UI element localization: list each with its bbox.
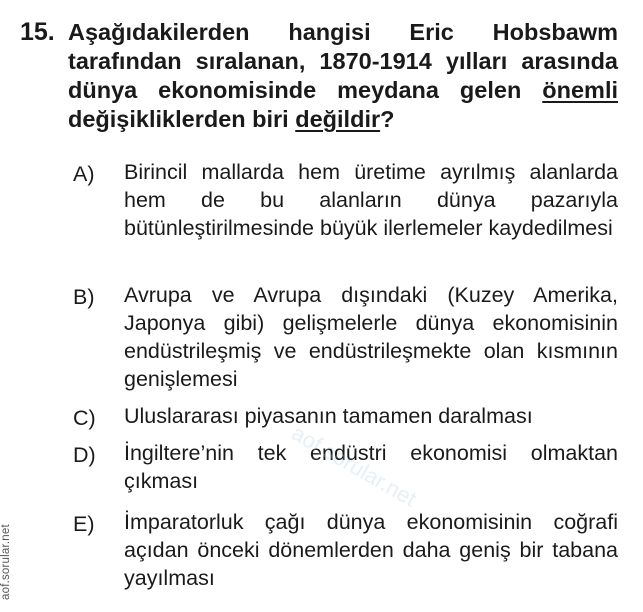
watermark-center: aof.sorular.net — [287, 420, 421, 512]
question-underline-onemli: önemli — [542, 77, 618, 103]
question-underline-degildir: değildir — [295, 106, 381, 132]
option-b-text: Avrupa ve Avrupa dışındaki (Kuzey Amerika, Japonya gibi) gelişmelerle dünya ekonomisinin endüstrileşmiş ve endüstrileşmekte olan kısmının genişlemesi — [124, 283, 618, 391]
option-e-letter: E) — [73, 512, 95, 536]
question-text-part2: değişikliklerden biri — [68, 106, 296, 132]
question-number: 15. — [20, 18, 55, 46]
question-text-part1: Aşağıdakilerden hangisi Eric Hobsbawm tarafından sıralanan, 1870-1914 yılları arasında dünya ekonomisinde meydana gelen — [68, 19, 618, 103]
option-a-letter: A) — [73, 162, 95, 186]
option-c-text: Uluslararası piyasanın tamamen daralması — [124, 404, 533, 428]
option-c-letter: C) — [73, 406, 96, 430]
watermark-side: aof.sorular.net — [0, 524, 12, 600]
question-text-part3: ? — [380, 106, 395, 132]
option-e-text: İmparatorluk çağı dünya ekonomisinin coğrafi açıdan önceki dönemlerden daha geniş bir tabana yayılması — [124, 510, 618, 590]
option-a-text: Birincil mallarda hem üretime ayrılmış alanlarda hem de bu alanların dünya pazarıyla bütünleştirilmesinde büyük ilerlemeler kaydedilmesi — [124, 160, 618, 240]
option-d-letter: D) — [73, 443, 96, 467]
option-b-letter: B) — [73, 285, 95, 309]
option-d-text: İngiltere’nin tek endüstri ekonomisi olmaktan çıkması — [124, 441, 618, 493]
question-text — [68, 18, 618, 134]
